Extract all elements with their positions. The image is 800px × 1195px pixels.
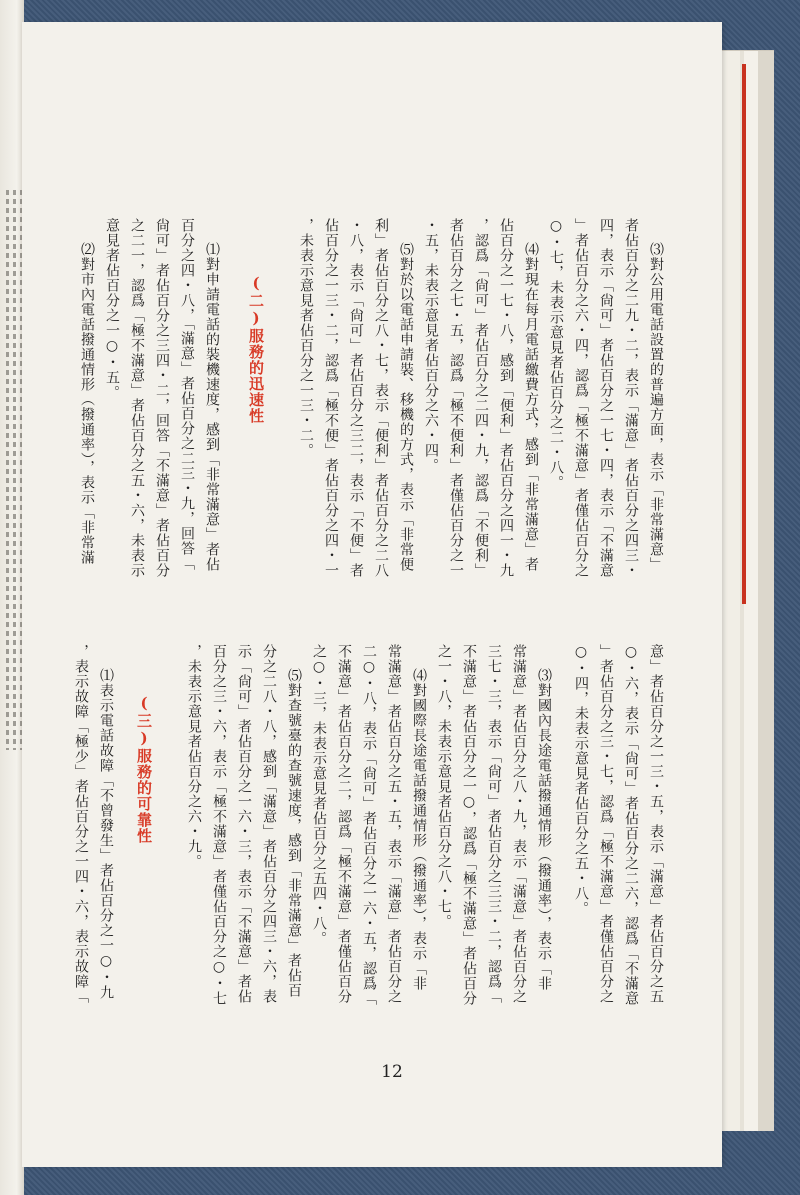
text-column: 百分之四・八，「滿意」者佔百分之二三・九，回答「: [179, 218, 195, 571]
text-column: 者佔百分之七・五，認爲「極不便利」者僅佔百分之一: [448, 218, 464, 578]
text-column: ○・六，表示「尙可」者佔百分之二六，認爲「不滿意: [623, 644, 639, 1006]
text-column: 二○・八，表示「尙可」者佔百分之一六・五，認爲「: [361, 644, 377, 1006]
text-column: ，未表示意見者佔百分之六・九。: [186, 644, 202, 869]
text-column: ，未表示意見者佔百分之一三・二。: [298, 218, 314, 458]
section-heading: (三)服務的可靠性: [135, 694, 153, 844]
text-column: ，認爲「尙可」者佔百分之二四・九，認爲「不便利」: [473, 218, 489, 578]
text-column: ○・四，未表示意見者佔百分之五・八。: [573, 644, 589, 916]
book-page: [22, 22, 722, 1167]
text-column: ⑷對國際長途電話撥通情形（撥通率），表示「非: [411, 668, 427, 991]
text-column: 佔百分之一七・八，感到「便利」者佔百分之四一・九: [498, 218, 514, 578]
text-column: 不滿意」者佔百分之一○，認爲「極不滿意」者佔百分: [461, 644, 477, 1006]
text-column: ○・七，未表示意見者佔百分之二・八。: [548, 218, 564, 490]
text-column: 佔百分之一三・二，認爲「極不便」者佔百分之四・一: [323, 218, 339, 578]
text-column: 尙可」者佔百分之三四・二，回答「不滿意」者佔百分: [154, 218, 170, 578]
text-column: ，表示故障「極少」者佔百分之一四・六，表示故障「: [73, 644, 89, 1004]
text-column: ⑶對公用電話設置的普遍方面，表示「非常滿意」: [648, 242, 664, 572]
text-column: 之二一，認爲「極不滿意」者佔百分之五・六，未表示: [129, 218, 145, 578]
text-column: 示「尙可」者佔百分之一六・三，表示「不滿意」者佔: [236, 644, 252, 1004]
text-column: 意見者佔百分之一○・五。: [104, 218, 120, 400]
text-column: 」者佔百分之六・四，認爲「極不滿意」者僅佔百分之: [573, 218, 589, 578]
text-column: ⑵對市內電話撥通情形（撥通率），表示「非常滿: [79, 242, 95, 565]
text-column: 四，表示「尙可」者佔百分之一七・四，表示「不滿意: [598, 218, 614, 578]
text-column: 意」者佔百分之一三・五，表示「滿意」者佔百分之五: [648, 644, 664, 1004]
page-number: 12: [381, 1062, 403, 1082]
text-column: ⑸對查號臺的查號速度，感到「非常滿意」者佔百: [286, 668, 302, 998]
text-column: 不滿意」者佔百分之二，認爲「極不滿意」者僅佔百分: [336, 644, 352, 1004]
text-column: ⑴對申請電話的裝機速度，感到「非常滿意」者佔: [204, 242, 220, 572]
text-column: 分之二八・八，感到「滿意」者佔百分之四三・六，表: [261, 644, 277, 1004]
text-column: 常滿意」者佔百分之五・五，表示「滿意」者佔百分之: [386, 644, 402, 1004]
text-column: 者佔百分之二九・二，表示「滿意」者佔百分之四三・: [623, 218, 639, 578]
text-column: 之一・八，未表示意見者佔百分之八・七。: [436, 644, 452, 929]
text-column: ⑴表示電話故障「不曾發生」者佔百分之一○・九: [98, 668, 114, 1000]
section-heading: (二)服務的迅速性: [247, 274, 265, 424]
text-column: ⑷對現在每月電話繳費方式，感到「非常滿意」者: [523, 242, 539, 572]
text-column: 三七・三，表示「尙可」者佔百分之三三・二，認爲「: [486, 644, 502, 1004]
text-column: 利」者佔百分之八・七，表示「便利」者佔百分之二八: [373, 218, 389, 578]
text-column: 之○・三，未表示意見者佔百分之五四・八。: [311, 644, 327, 946]
red-page-edge: [742, 64, 746, 604]
text-column: ⑶對國內長途電話撥通情形（撥通率），表示「非: [536, 668, 552, 991]
text-column: ⑸對於以電話申請裝、移機的方式，表示「非常便: [398, 242, 414, 572]
text-column: 」者佔百分之三・七，認爲「極不滿意」者僅佔百分之: [598, 644, 614, 1004]
text-column: 常滿意」者佔百分之八・九，表示「滿意」者佔百分之: [511, 644, 527, 1004]
text-column: ・八，表示「尙可」者佔百分之三二，表示「不便」者: [348, 218, 364, 578]
previous-page-edge: [0, 0, 24, 1195]
text-column: 百分之三・六，表示「極不滿意」者僅佔百分之○・七: [211, 644, 227, 1006]
text-column: ・五，未表示意見者佔百分之六・四。: [423, 218, 439, 473]
